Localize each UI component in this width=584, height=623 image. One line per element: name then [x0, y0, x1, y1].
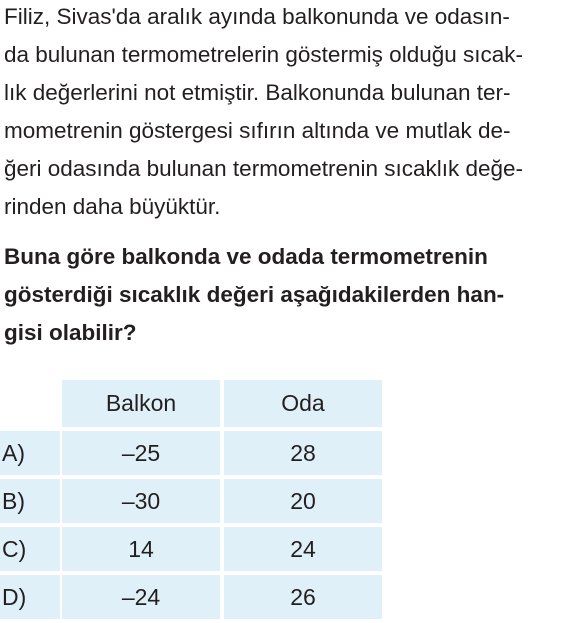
option-label[interactable]: A) — [0, 431, 60, 475]
table-row[interactable] — [0, 431, 382, 475]
option-label[interactable]: D) — [0, 575, 60, 619]
prompt-line: Buna göre balkonda ve odada termometrenin — [4, 244, 488, 269]
paragraph-line: rinden daha büyüktür. — [4, 194, 221, 219]
balkon-value: –30 — [62, 479, 220, 523]
paragraph-line: Filiz, Sivas'da aralık ayında balkonunda ve odasın- — [4, 4, 510, 29]
prompt-line: gisi olabilir? — [4, 320, 137, 345]
table-row[interactable] — [0, 479, 382, 523]
paragraph-line: lık değerlerini not etmiştir. Balkonunda bulunan ter- — [4, 80, 511, 105]
oda-value: 20 — [224, 479, 382, 523]
option-label[interactable]: B) — [0, 479, 60, 523]
option-label[interactable]: C) — [0, 527, 60, 571]
oda-value: 26 — [224, 575, 382, 619]
balkon-value: –24 — [62, 575, 220, 619]
paragraph-line: ğeri odasında bulunan termometrenin sıcaklık değe- — [4, 156, 524, 181]
oda-value: 24 — [224, 527, 382, 571]
table-row[interactable] — [0, 527, 382, 571]
column-header-balkon: Balkon — [62, 380, 220, 427]
table-row[interactable] — [0, 575, 382, 619]
table-header-row — [0, 380, 382, 427]
paragraph-line: da bulunan termometrelerin göstermiş olduğu sıcak- — [4, 42, 524, 67]
prompt-line: gösterdiği sıcaklık değeri aşağıdakilerden han- — [4, 282, 505, 307]
paragraph-line: mometrenin göstergesi sıfırın altında ve mutlak de- — [4, 118, 511, 143]
balkon-value: –25 — [62, 431, 220, 475]
balkon-value: 14 — [62, 527, 220, 571]
table-corner — [0, 380, 60, 427]
answer-table — [0, 380, 382, 623]
column-header-oda: Oda — [224, 380, 382, 427]
oda-value: 28 — [224, 431, 382, 475]
